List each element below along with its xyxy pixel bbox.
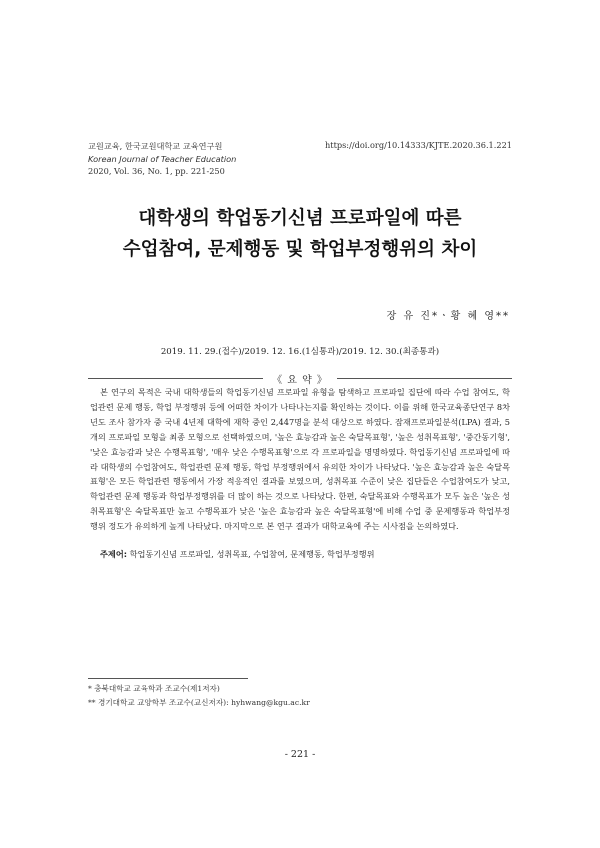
publisher: 교원교육, 한국교원대학교 교육연구원 <box>88 141 223 151</box>
submission-dates: 2019. 11. 29.(접수)/2019. 12. 16.(1심통과)/2019. 12. 30.(최종통과) <box>160 347 440 357</box>
doi-link[interactable]: https://doi.org/10.14333/KJTE.2020.36.1.221 <box>325 140 512 150</box>
page-number: - 221 - <box>284 749 316 760</box>
paper-title <box>0 203 600 265</box>
divider <box>88 378 263 379</box>
footnotes <box>88 682 310 710</box>
abstract-body: 본 연구의 목적은 국내 대학생들의 학업동기신념 프로파일 유형을 탐색하고 프로파일 집단에 따라 수업 참여도, 학업관련 문제 행동, 학업 부정행위 등에 어떠한 차이가 나타나는지를 확인하는 것이다. 이를 위해 한국교육종단연구 8차년도 조사 참가자 중 국내 4년제 대학에 재학 중인 2,447명을 분석 대상으로 하였다. 잠재프로파일분석(LPA) 결과, 5개의 프로파일 모형을 최종 모형으로 선택하였으며, '높은 효능감과 높은 숙달목표형', '높은 성취목표형', '중간동기형', '낮은 효능감과 낮은 수행목표형', '매우 낮은 수행목표형'으로 각 프로파일을 명명하였다. 학업동기신념 프로파일에 따라 대학생의 수업참여도, 학업관련 문제 행동, 학업 부정행위에서 유의한 차이가 나타났다. '높은 효능감과 높은 숙달목표형'은 모든 학업관련 행동에서 가장 적응적인 결과를 보였으며, 성취목표 수준이 낮은 집단들은 수업참여도가 낮고, 학업관련 문제 행동과 학업부정행위를 더 많이 하는 것으로 나타났다. 한편, 숙달목표와 수행목표가 모두 높은 '높은 성취목표형'은 숙달목표만 높고 수행목표가 낮은 '높은 효능감과 높은 숙달목표형'에 비해 수업 중 문제행동과 학업부정행위 정도가 유의하게 높게 나타났다. 마지막으로 본 연구 결과가 대학교육에 주는 시사점을 논의하였다. <box>90 387 510 532</box>
divider <box>337 378 512 379</box>
footnote-2: ** 경기대학교 교양학부 조교수(교신저자): hyhwang@kgu.ac.kr <box>88 698 310 707</box>
title-line-1: 대학생의 학업동기신념 프로파일에 따른 <box>138 208 462 229</box>
keywords-text: 학업동기신념 프로파일, 성취목표, 수업참여, 문제행동, 학업부정행위 <box>127 549 375 559</box>
title-line-2: 수업참여, 문제행동 및 학업부정행위의 차이 <box>122 239 478 260</box>
footnote-divider <box>88 678 248 679</box>
journal-name: Korean Journal of Teacher Education <box>88 153 237 164</box>
abstract-heading-row <box>88 371 512 385</box>
journal-header <box>88 140 236 178</box>
volume-info: 2020, Vol. 36, No. 1, pp. 221-250 <box>88 166 225 176</box>
keywords-label: 주제어: <box>100 549 128 559</box>
authors: 장 유 진*ㆍ황 혜 영** <box>386 311 510 322</box>
abstract-heading: 《 요 약 》 <box>272 375 328 386</box>
footnote-1: * 충북대학교 교육학과 조교수(제1저자) <box>88 684 220 693</box>
keywords <box>100 549 375 560</box>
